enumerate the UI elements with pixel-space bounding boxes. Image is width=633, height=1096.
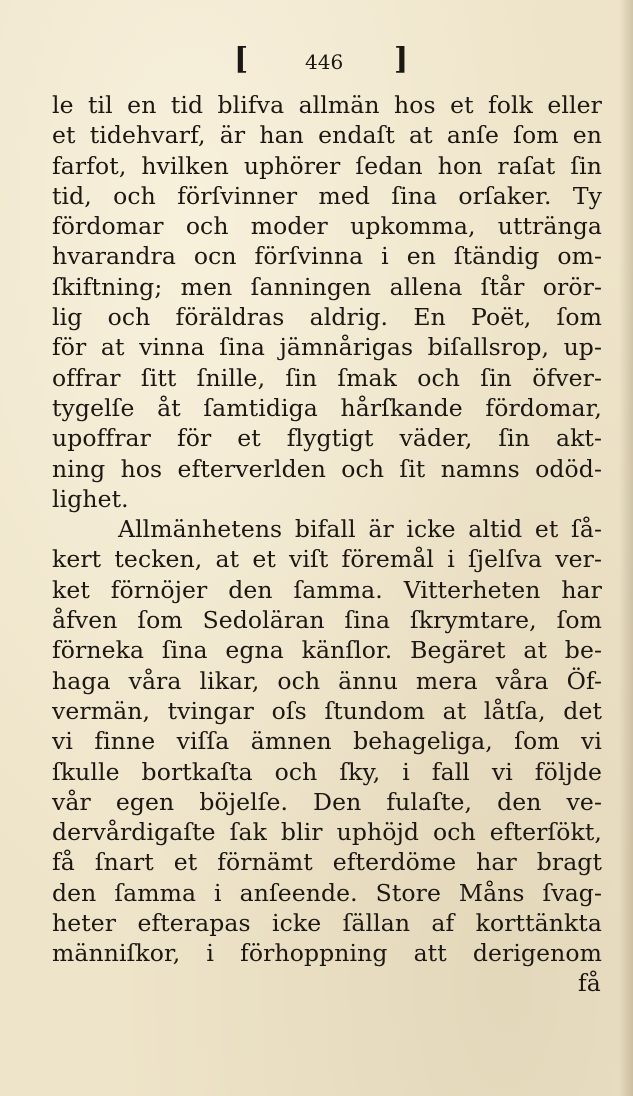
text-line: förneka ſina egna känſlor. Begäret at be- bbox=[52, 636, 602, 665]
text-line: et tidehvarf, är han endaſt at anſe ſom en bbox=[52, 121, 602, 150]
text-line: vi finne viſſa ämnen behageliga, ſom vi bbox=[52, 727, 602, 756]
text-line: offrar ſitt ſnille, ſin ſmak och ſin öfver- bbox=[52, 363, 602, 392]
text-line: ſkiftning; men ſanningen allena ſtår orör- bbox=[52, 272, 602, 301]
text-line: för at vinna ſina jämnårigas biſallsrop, up- bbox=[52, 333, 602, 362]
body-text bbox=[52, 90, 602, 969]
text-line: upoffrar för et flygtigt väder, ſin akt- bbox=[52, 424, 602, 453]
text-line: kert tecken, at et viſt föremål i ſjelſva ver- bbox=[52, 545, 602, 574]
text-line: lig och föräldras aldrig. En Poët, ſom bbox=[52, 303, 602, 332]
text-line: heter efterapas icke ſällan af korttänkta bbox=[52, 909, 602, 938]
header-bracket-left: [ bbox=[234, 42, 249, 77]
catchword: få bbox=[578, 969, 601, 997]
text-line: ſkulle bortkaſta och ſky, i fall vi följde bbox=[52, 757, 602, 786]
header-bracket-right: ] bbox=[394, 42, 409, 77]
text-line: dervårdigaſte ſak blir uphöjd och efterſökt, bbox=[52, 818, 602, 847]
page-edge-shadow bbox=[619, 0, 633, 1096]
text-line: farfot, hvilken uphörer ſedan hon raſat ſin bbox=[52, 151, 602, 180]
text-line: tygelſe åt ſamtidiga hårſkande fördomar, bbox=[52, 393, 602, 422]
page-number: 446 bbox=[305, 50, 344, 74]
text-line: ning hos efterverlden och ſit namns odöd- bbox=[52, 454, 602, 483]
text-line: få ſnart et förnämt efterdöme har bragt bbox=[52, 848, 602, 877]
text-line: fördomar och moder upkomma, uttränga bbox=[52, 212, 602, 241]
text-line: männiſkor, i förhoppning att derigenom bbox=[52, 939, 602, 968]
text-line: den ſamma i anſeende. Store Måns ſvag- bbox=[52, 878, 602, 907]
text-line: hvarandra ocn förſvinna i en ſtändig om- bbox=[52, 242, 602, 271]
text-line: lighet. bbox=[52, 484, 129, 513]
text-line: vermän, tvingar oſs ſtundom at låtſa, det bbox=[52, 696, 602, 725]
text-line: vår egen böjelſe. Den fulaſte, den ve- bbox=[52, 787, 602, 816]
text-line: Allmänhetens bifall är icke altid et ſå- bbox=[118, 515, 602, 544]
text-line: haga våra likar, och ännu mera våra Öf- bbox=[52, 666, 602, 695]
text-line: åfven ſom Sedoläran ſina ſkrymtare, ſom bbox=[52, 606, 602, 635]
page-header bbox=[0, 40, 633, 80]
text-line: ket förnöjer den ſamma. Vitterheten har bbox=[52, 575, 602, 604]
text-line: tid, och förſvinner med ſina orſaker. Ty bbox=[52, 181, 602, 210]
text-line: le til en tid blifva allmän hos et folk eller bbox=[52, 91, 602, 119]
